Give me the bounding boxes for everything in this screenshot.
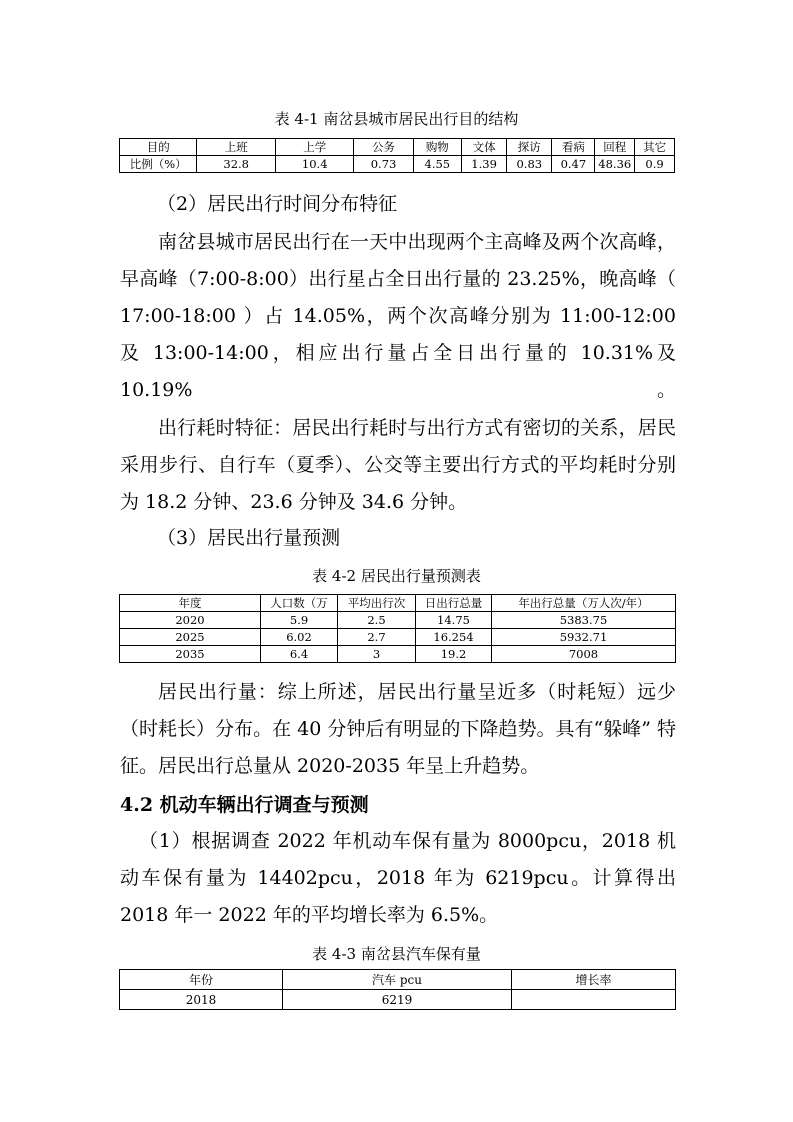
- table-header-row: [120, 139, 675, 156]
- header-cell: 日出行总量: [416, 595, 492, 612]
- header-cell: 上学: [275, 139, 354, 156]
- header-cell: 其它: [635, 139, 675, 156]
- header-cell: 上班: [197, 139, 276, 156]
- table-row: [120, 990, 676, 1010]
- table-cell: 4.55: [413, 156, 461, 173]
- table-cell: 2018: [120, 990, 283, 1010]
- table-cell: 19.2: [416, 646, 492, 663]
- header-cell: 公务: [354, 139, 413, 156]
- header-cell: 平均出行次: [338, 595, 416, 612]
- table-cell: 比例（%）: [120, 156, 197, 173]
- section-3-heading: （3）居民出行量预测: [157, 527, 341, 549]
- header-cell: 汽车 pcu: [283, 970, 512, 990]
- table-header-row: [120, 970, 676, 990]
- table-row: [120, 646, 676, 663]
- header-cell: 增长率: [512, 970, 676, 990]
- header-cell: 探访: [507, 139, 552, 156]
- table-cell: 14.75: [416, 612, 492, 629]
- table-4-1-caption: 表 4-1 南岔县城市居民出行目的结构: [274, 110, 519, 128]
- table-cell: 3: [338, 646, 416, 663]
- header-cell: 人口数（万: [261, 595, 338, 612]
- table-cell: 6.4: [261, 646, 338, 663]
- table-row: [120, 612, 676, 629]
- table-row: [120, 156, 675, 173]
- table-cell: 0.47: [552, 156, 595, 173]
- table-cell: 0.9: [635, 156, 675, 173]
- header-cell: 年份: [120, 970, 283, 990]
- table-cell: 16.254: [416, 629, 492, 646]
- purpose-structure-table: [119, 138, 675, 173]
- header-cell: 年度: [120, 595, 261, 612]
- table-cell: 2025: [120, 629, 261, 646]
- travel-time-paragraph: 出行耗时特征：居民出行耗时与出行方式有密切的关系，居民采用步行、自行车（夏季）、公交等主要出行方式的平均耗时分别为 18.2 分钟、23.6 分钟及 34.6 分钟。: [120, 417, 676, 513]
- header-cell: 目的: [120, 139, 197, 156]
- table-cell: 6.02: [261, 629, 338, 646]
- section-4-2-title: 4.2 机动车辆出行调查与预测: [120, 794, 369, 816]
- vehicle-ownership-paragraph: （1）根据调查 2022 年机动车保有量为 8000pcu，2018 机动车保有量为 14402pcu，2018 年为 6219pcu。计算得出 2018 年一 2022 年的平均增长率为 6.5%。: [120, 830, 676, 926]
- table-cell: 48.36: [595, 156, 635, 173]
- table-4-3-caption: 表 4-3 南岔县汽车保有量: [312, 945, 481, 963]
- table-cell: 1.39: [462, 156, 507, 173]
- table-cell: 10.4: [275, 156, 354, 173]
- section-2-heading: （2）居民出行时间分布特征: [157, 193, 398, 215]
- header-cell: 购物: [413, 139, 461, 156]
- table-cell: 2.5: [338, 612, 416, 629]
- header-cell: 年出行总量（万人次/年）: [492, 595, 676, 612]
- table-header-row: [120, 595, 676, 612]
- table-cell: 5.9: [261, 612, 338, 629]
- table-cell: 5383.75: [492, 612, 676, 629]
- table-cell: 32.8: [197, 156, 276, 173]
- vehicle-ownership-table: [119, 969, 676, 1010]
- table-cell: 0.83: [507, 156, 552, 173]
- trip-volume-paragraph: 居民出行量：综上所述，居民出行量呈近多（时耗短）远少（时耗长）分布。在 40 分钟后有明显的下降趋势。具有“躲峰” 特征。居民出行总量从 2020-2035 年呈上升趋势。: [120, 681, 676, 777]
- trip-forecast-table: [119, 594, 676, 663]
- table-cell: 7008: [492, 646, 676, 663]
- table-4-2-caption: 表 4-2 居民出行量预测表: [312, 567, 481, 585]
- table-row: [120, 629, 676, 646]
- table-cell: 6219: [283, 990, 512, 1010]
- table-cell: 0.73: [354, 156, 413, 173]
- table-cell: 2035: [120, 646, 261, 663]
- table-cell: 5932.71: [492, 629, 676, 646]
- time-distribution-paragraph: 南岔县城市居民出行在一天中出现两个主高峰及两个次高峰，早高峰（7:00-8:00）出行星占全日出行量的 23.25%，晚高峰（ 17:00-18:00 ）占 14.05%，两个次高峰分别为 11:00-12:00 及 13:00-14:00，相应出行量占全日出行量的 10.31%及 10.19%。: [120, 231, 676, 401]
- header-cell: 文体: [462, 139, 507, 156]
- header-cell: 看病: [552, 139, 595, 156]
- header-cell: 回程: [595, 139, 635, 156]
- table-cell: 2.7: [338, 629, 416, 646]
- table-cell: [512, 990, 676, 1010]
- table-cell: 2020: [120, 612, 261, 629]
